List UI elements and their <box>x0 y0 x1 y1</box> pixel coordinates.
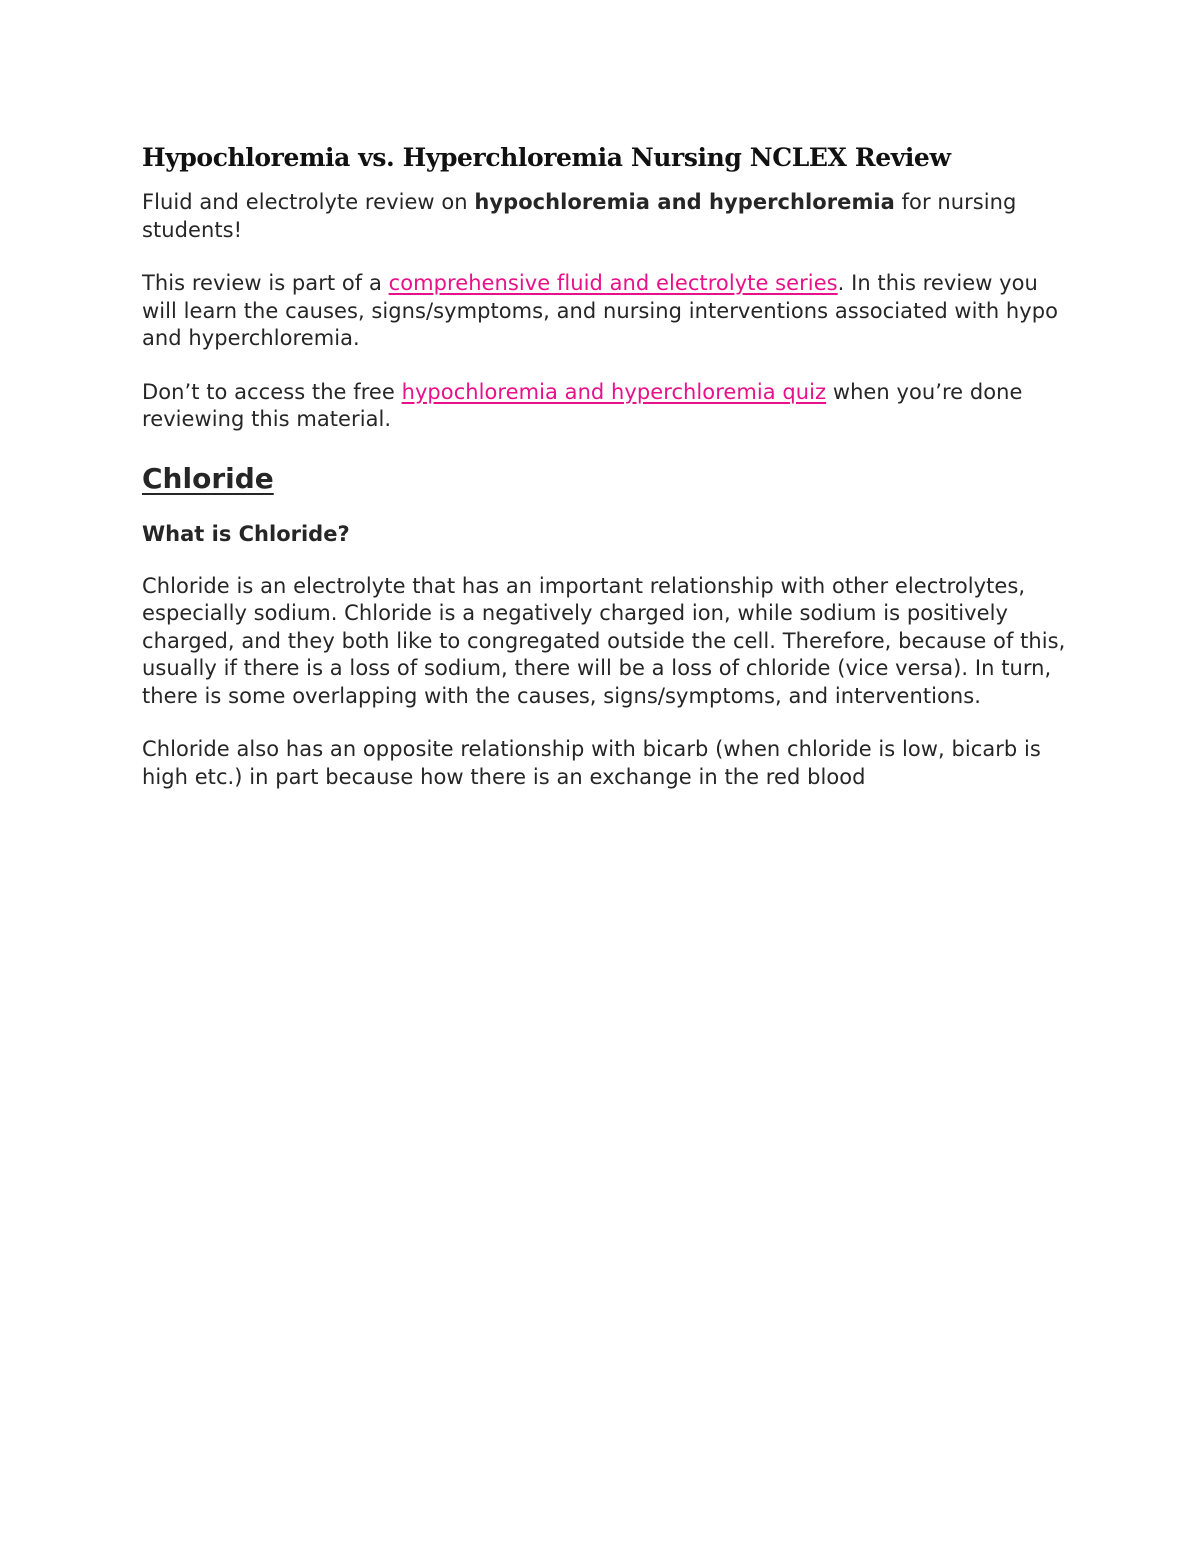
document-title: Hypochloremia vs. Hyperchloremia Nursing NCLEX Review <box>142 143 951 172</box>
series-text-after: . In this review you will learn the causes, signs/symptoms, and nursing interventions associated with hypo and hyperchloremia. <box>142 271 1059 350</box>
chloremia-quiz-link[interactable]: hypochloremia and hyperchloremia quiz <box>401 379 827 404</box>
series-paragraph <box>142 270 1072 353</box>
series-text-before: This review is part of a <box>142 271 389 295</box>
quiz-text-before: Don’t to access the free <box>142 379 402 404</box>
section-heading-chloride: Chloride <box>142 461 274 495</box>
quiz-paragraph <box>142 379 1072 434</box>
chloride-paragraph-2: Chloride also has an opposite relationship with bicarb (when chloride is low, bicarb is high etc.) in part because how there is an exchange in the red blood <box>142 737 1041 789</box>
chloride-paragraph-1: Chloride is an electrolyte that has an important relationship with other electrolytes, especially sodium. Chloride is a negatively charged ion, while sodium is positively charged, and they both like to congregated outside the cell. Therefore, because of this, usually if there is a loss of sodium, there will be a loss of chloride (vice versa). In turn, there is some overlapping with the causes, signs/symptoms, and interventions. <box>142 573 1066 708</box>
intro-text-after: for nursing students! <box>142 190 1017 242</box>
quiz-text-after: when you’re done reviewing this material. <box>142 379 1023 431</box>
intro-bold-text: hypochloremia and hyperchloremia <box>474 190 895 214</box>
intro-paragraph <box>142 189 1072 244</box>
sub-heading-what-is-chloride: What is Chloride? <box>142 521 350 546</box>
intro-text-before: Fluid and electrolyte review on <box>142 190 475 214</box>
fluid-electrolyte-series-link[interactable]: comprehensive fluid and electrolyte series <box>388 271 838 295</box>
document-page <box>142 140 1072 817</box>
